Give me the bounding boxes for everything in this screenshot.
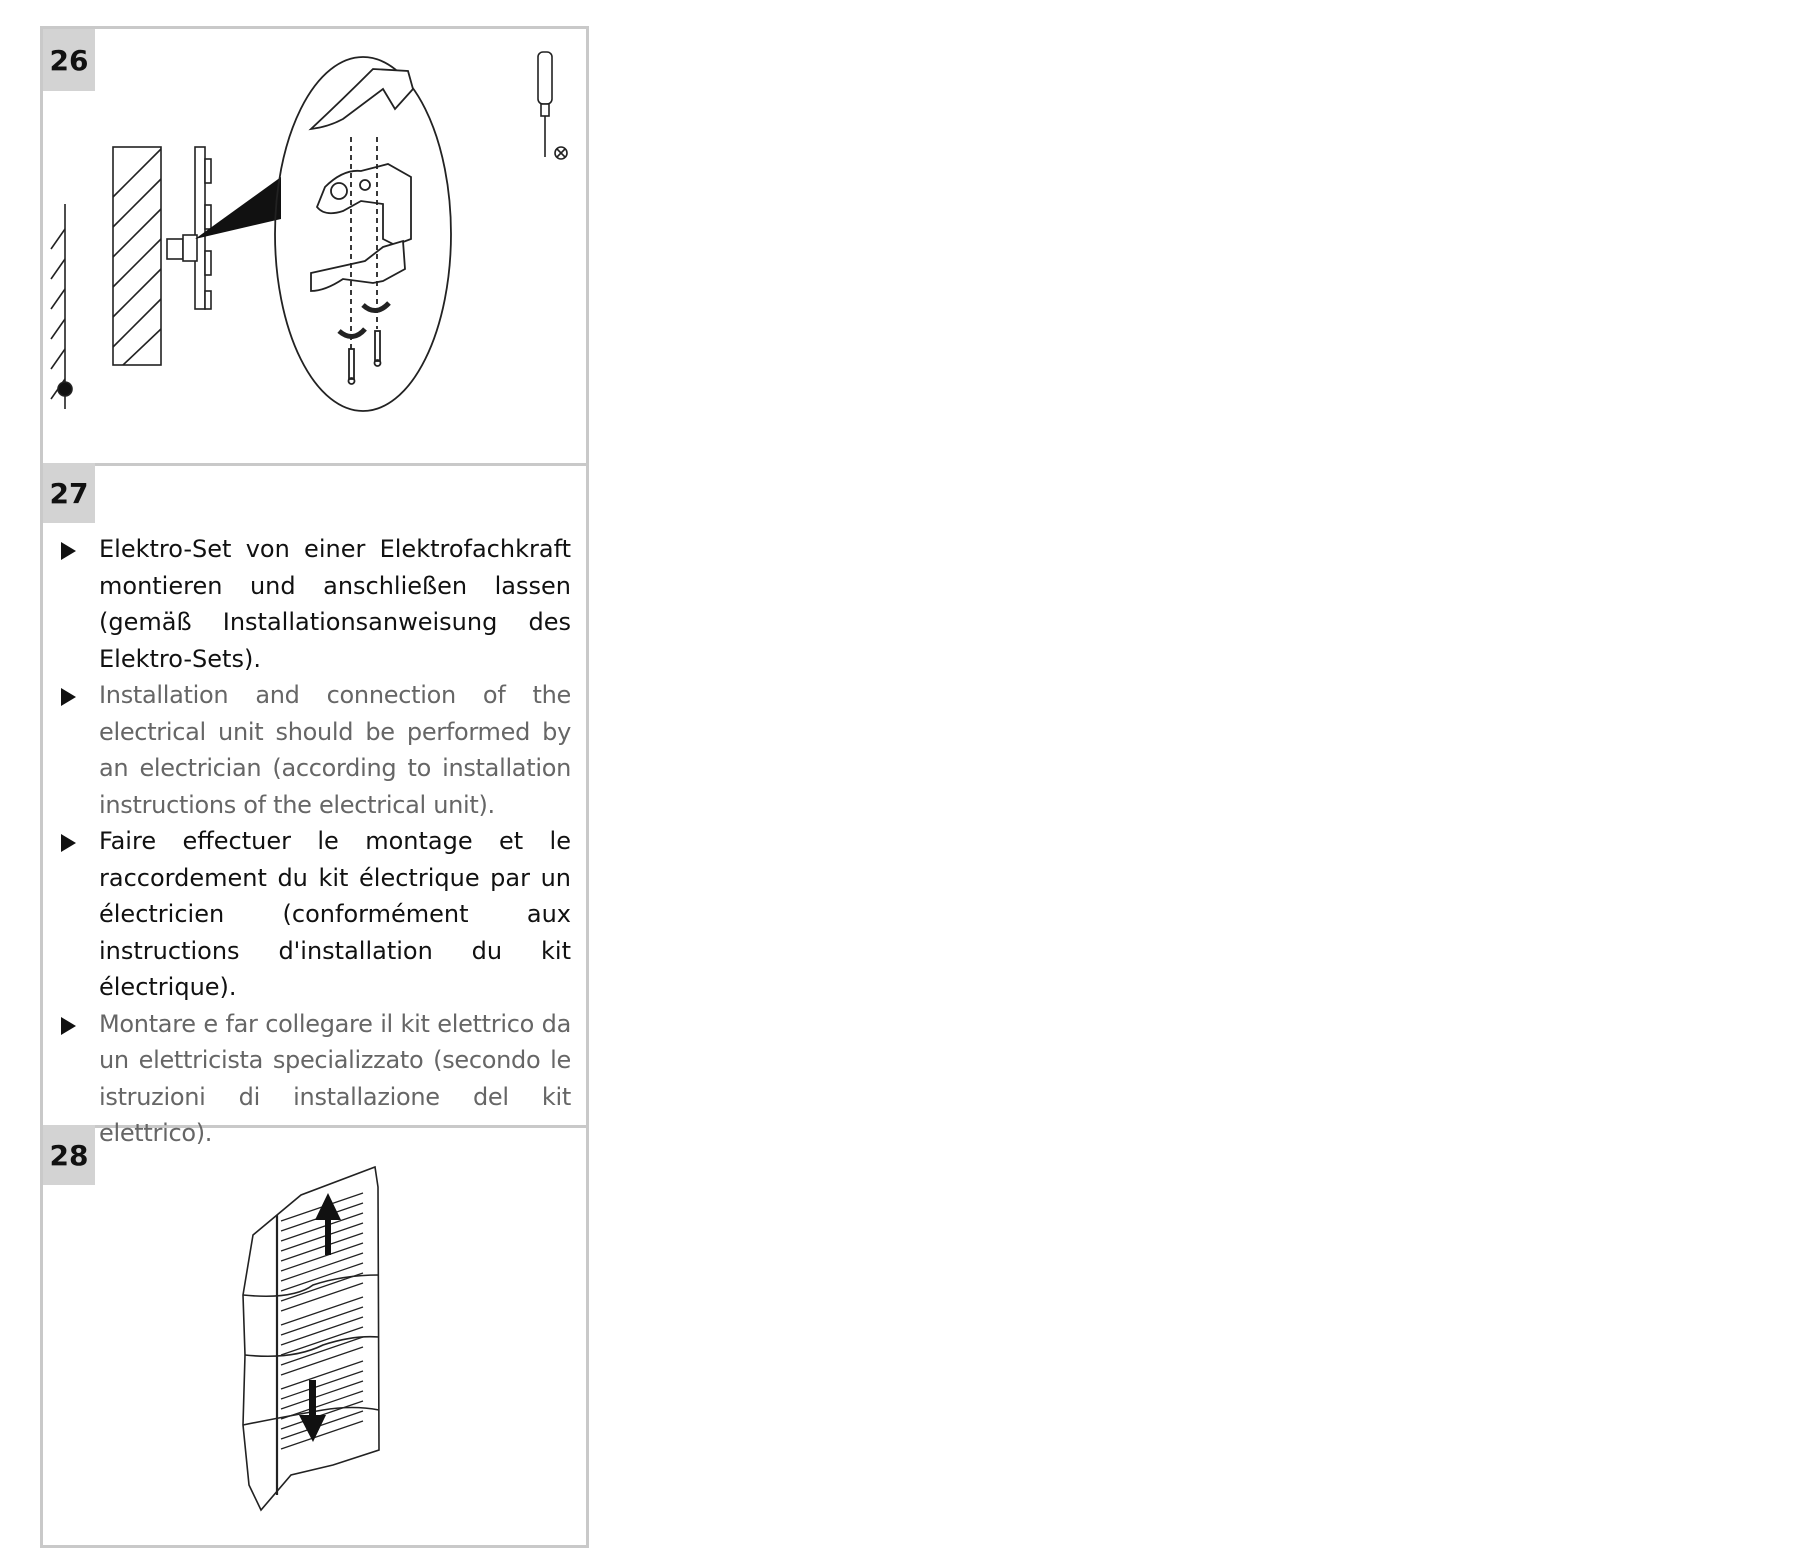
detail-ellipse xyxy=(275,57,451,411)
step-27-panel xyxy=(40,463,589,1147)
instruction-text: Installation and connection of the electrical unit should be performed by an electrician (according to installation instructions of the electrical unit). xyxy=(99,681,571,819)
instruction-item-de xyxy=(61,531,571,677)
triangle-bullet-icon xyxy=(61,1017,76,1035)
triangle-bullet-icon xyxy=(61,542,76,560)
instruction-item-fr xyxy=(61,823,571,1006)
radiator-side xyxy=(167,147,211,309)
step-number-badge: 27 xyxy=(43,463,95,523)
bracket-mounting-illustration xyxy=(43,29,586,463)
step-number-badge: 26 xyxy=(43,29,95,91)
instruction-text: Faire effectuer le montage et le raccordement du kit électrique par un électricien (conformément aux instructions d'installation du kit électrique). xyxy=(99,827,571,1001)
instruction-text: Montare e far collegare il kit elettrico da un elettricista specializzato (secondo le istruzioni di installazione del kit elettrico). xyxy=(99,1009,571,1147)
wall-block xyxy=(113,147,161,365)
step-number-badge: 28 xyxy=(43,1125,95,1185)
triangle-bullet-icon xyxy=(61,688,76,706)
instruction-text: Elektro-Set von einer Elektrofachkraft montieren und anschließen lassen (gemäß Installationsanweisung des Elektro-Sets). xyxy=(99,535,571,673)
wrapped-radiator xyxy=(243,1167,379,1510)
triangle-bullet-icon xyxy=(61,834,76,852)
step-26-panel xyxy=(40,26,589,466)
instruction-list xyxy=(61,531,571,1152)
wall-hatch xyxy=(51,204,72,409)
step-28-panel xyxy=(40,1125,589,1548)
screwdriver-icon xyxy=(538,52,567,159)
radiator-unwrap-illustration xyxy=(43,1125,586,1542)
instruction-item-en xyxy=(61,677,571,823)
